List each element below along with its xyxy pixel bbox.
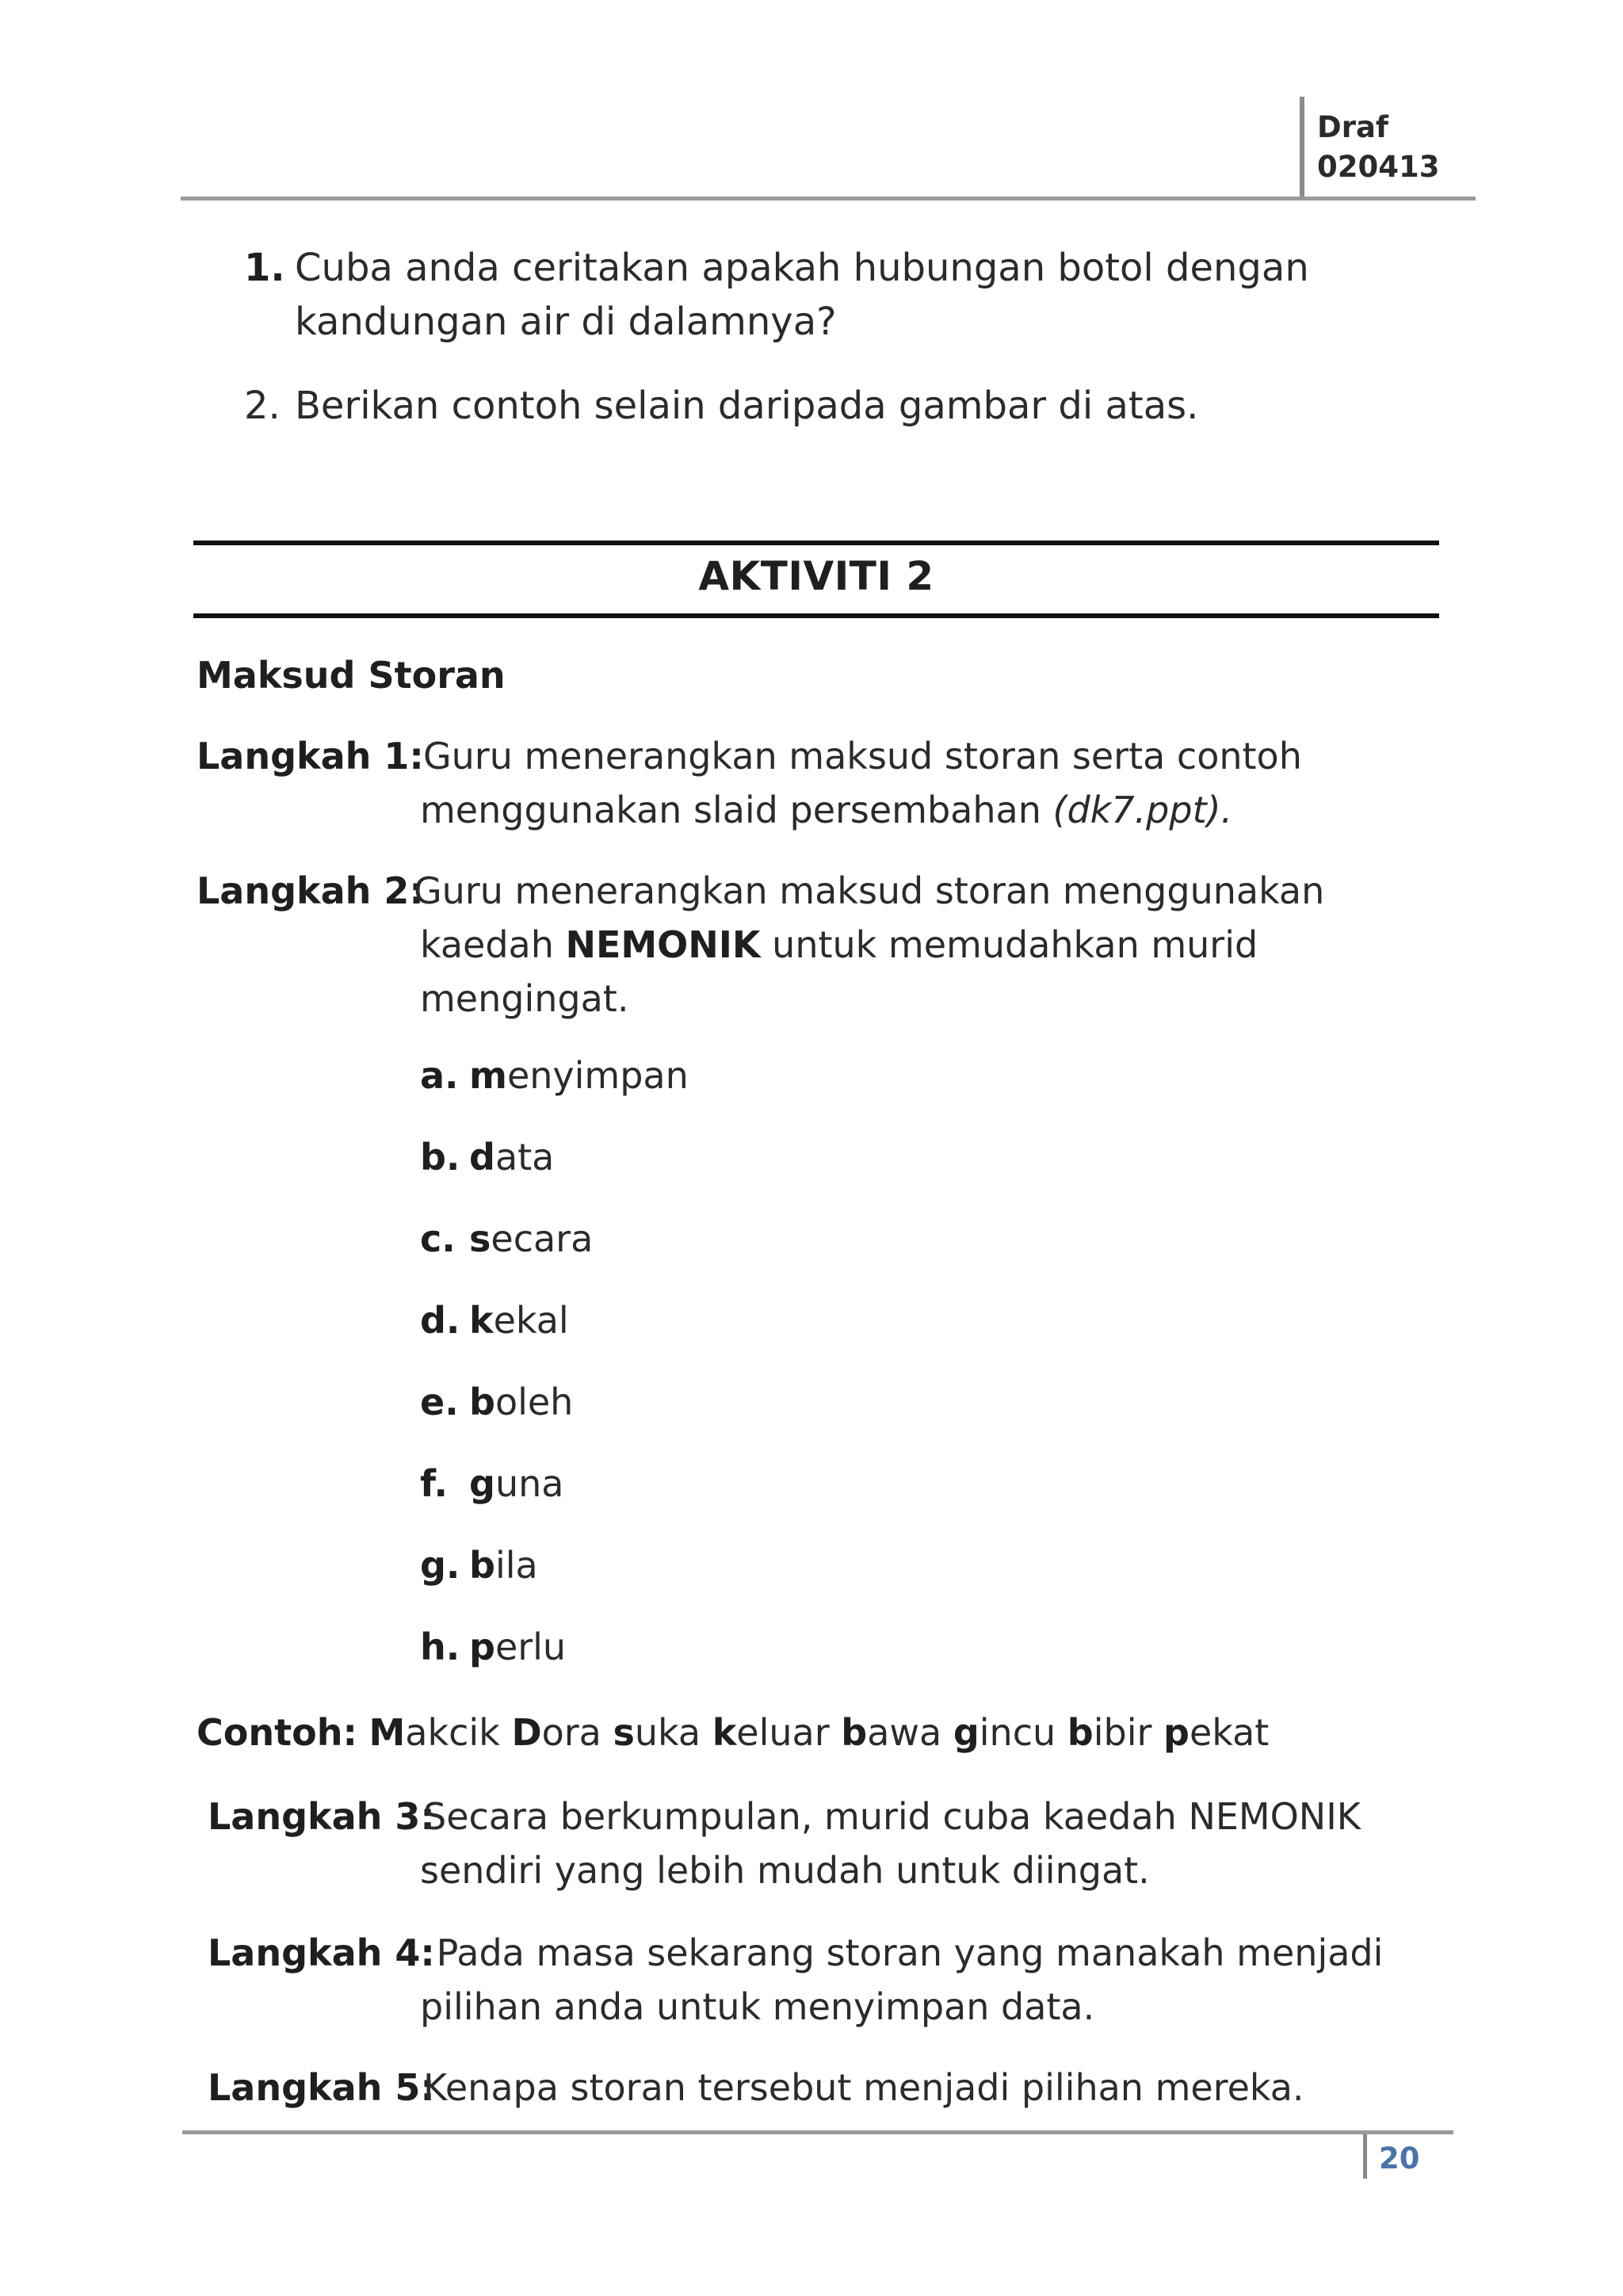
mnemonic-initial: g <box>469 1462 495 1505</box>
mnemonic-rest: ata <box>495 1136 555 1179</box>
step-4-line-2: pilihan anda untuk menyimpan data. <box>420 1985 1095 2028</box>
header-rule <box>181 197 1476 201</box>
step-1-file-reference: (dk7.ppt). <box>1052 789 1233 831</box>
step-3-label: Langkah 3: <box>208 1795 435 1838</box>
mnemonic-letter: c. <box>420 1217 456 1260</box>
step-1-line-2 <box>420 783 1232 838</box>
header-divider-vertical <box>1300 97 1304 197</box>
example-word-rest: ekat <box>1189 1711 1270 1754</box>
mnemonic-letter: g. <box>420 1544 460 1587</box>
page-number: 20 <box>1379 2141 1420 2176</box>
step-1-line-1: Guru menerangkan maksud storan serta contoh <box>423 735 1302 777</box>
mnemonic-initial: m <box>469 1054 507 1097</box>
step-2-line-2 <box>420 918 1258 972</box>
example-word-rest: ibir <box>1093 1711 1152 1754</box>
step-4-label: Langkah 4: <box>208 1931 435 1974</box>
mnemonic-item <box>420 1136 554 1179</box>
mnemonic-item <box>420 1544 538 1587</box>
question-1-line-1: Cuba anda ceritakan apakah hubungan botol dengan <box>295 246 1309 290</box>
mnemonic-letter: d. <box>420 1299 460 1342</box>
footer-divider-vertical <box>1363 2134 1367 2179</box>
mnemonic-initial: k <box>469 1299 494 1342</box>
example-word-initial: p <box>1163 1711 1190 1754</box>
example-word-rest: awa <box>867 1711 942 1754</box>
mnemonic-initial: s <box>469 1217 491 1260</box>
mnemonic-letter: b. <box>420 1136 460 1179</box>
activity-subtitle: Maksud Storan <box>197 654 506 697</box>
mnemonic-rest: una <box>495 1462 564 1505</box>
example-word-rest: eluar <box>736 1711 830 1754</box>
example-word-rest: incu <box>979 1711 1056 1754</box>
mnemonic-rest: oleh <box>495 1381 574 1423</box>
draft-code: 020413 <box>1317 150 1440 184</box>
mnemonic-item <box>420 1217 593 1260</box>
mnemonic-item <box>420 1626 566 1668</box>
draft-label: Draf <box>1317 110 1389 144</box>
example-word-initial: k <box>712 1711 737 1754</box>
example-word-rest: ora <box>541 1711 601 1754</box>
step-4-line-1: Pada masa sekarang storan yang manakah menjadi <box>425 1931 1384 1974</box>
mnemonic-letter: e. <box>420 1381 459 1423</box>
mnemonic-item <box>420 1054 689 1097</box>
mnemonic-letter: h. <box>420 1626 460 1668</box>
mnemonic-rest: ekal <box>493 1299 569 1342</box>
step-2-line-2-post: untuk memudahkan murid <box>760 923 1258 966</box>
step-5-line-1: Kenapa storan tersebut menjadi pilihan mereka. <box>423 2066 1304 2109</box>
example-sentence <box>197 1706 1269 1760</box>
example-word-initial: b <box>841 1711 868 1754</box>
footer-rule <box>182 2130 1453 2134</box>
mnemonic-initial: b <box>469 1381 495 1423</box>
activity-title: AKTIVITI 2 <box>698 553 934 599</box>
example-word-rest: akcik <box>405 1711 500 1754</box>
step-2-label: Langkah 2: <box>197 869 424 912</box>
mnemonic-item <box>420 1462 563 1505</box>
mnemonic-rest: ecara <box>491 1217 594 1260</box>
question-2 <box>244 379 1417 433</box>
mnemonic-initial: d <box>469 1136 495 1179</box>
nemonik-term: NEMONIK <box>565 923 761 966</box>
example-word-initial: M <box>369 1711 406 1754</box>
example-word-initial: b <box>1067 1711 1094 1754</box>
mnemonic-initial: p <box>469 1626 495 1668</box>
mnemonic-rest: enyimpan <box>506 1054 689 1097</box>
step-3-line-1: Secara berkumpulan, murid cuba kaedah NEMONIK <box>423 1795 1361 1838</box>
mnemonic-initial: b <box>469 1544 495 1587</box>
example-label: Contoh: <box>197 1711 357 1754</box>
activity-bottom-rule <box>193 613 1439 618</box>
step-1-line-2-text: menggunakan slaid persembahan <box>420 789 1053 831</box>
activity-top-rule <box>193 541 1439 545</box>
question-2-number: 2. <box>244 384 281 428</box>
question-1-number: 1. <box>244 246 285 290</box>
example-word-initial: s <box>613 1711 635 1754</box>
question-1 <box>244 241 1417 349</box>
example-word-initial: D <box>511 1711 542 1754</box>
mnemonic-letter: f. <box>420 1462 448 1505</box>
example-word-rest: uka <box>634 1711 701 1754</box>
question-1-line-2: kandungan air di dalamnya? <box>295 300 837 345</box>
mnemonic-item <box>420 1299 569 1342</box>
mnemonic-item <box>420 1381 573 1423</box>
example-word-initial: g <box>953 1711 980 1754</box>
question-2-line-1: Berikan contoh selain daripada gambar di atas. <box>295 384 1199 428</box>
step-2-line-3: mengingat. <box>420 977 629 1020</box>
mnemonic-letter: a. <box>420 1054 459 1097</box>
mnemonic-rest: ila <box>495 1544 538 1587</box>
step-2-line-1: Guru menerangkan maksud storan menggunakan <box>414 869 1325 912</box>
step-1-label: Langkah 1: <box>197 735 424 777</box>
step-2-line-2-pre: kaedah <box>420 923 566 966</box>
step-5-label: Langkah 5: <box>208 2066 435 2109</box>
step-3-line-2: sendiri yang lebih mudah untuk diingat. <box>420 1849 1150 1892</box>
mnemonic-rest: erlu <box>495 1626 567 1668</box>
